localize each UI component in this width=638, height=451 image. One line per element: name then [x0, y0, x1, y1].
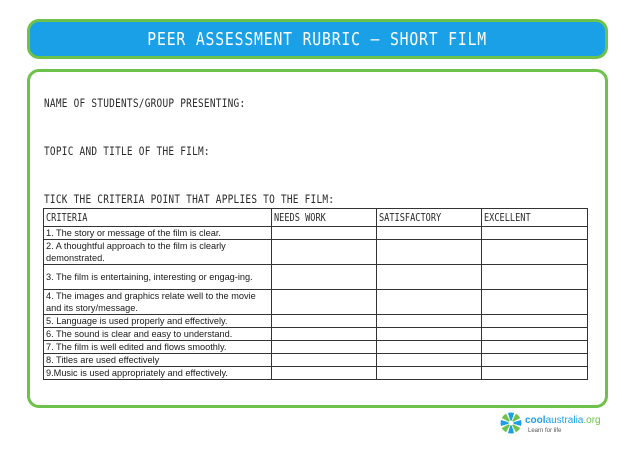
satisfactory-tick-cell[interactable] — [377, 290, 482, 315]
excellent-tick-cell[interactable] — [482, 328, 588, 341]
coolaustralia-logo — [500, 410, 610, 440]
excellent-tick-cell[interactable] — [482, 315, 588, 328]
satisfactory-tick-cell[interactable] — [377, 354, 482, 367]
needs-work-tick-cell[interactable] — [272, 328, 377, 341]
logo-tagline: Learn for life — [528, 428, 562, 434]
needs-work-tick-cell[interactable] — [272, 290, 377, 315]
needs-work-tick-cell[interactable] — [272, 240, 377, 265]
criterion-cell: 4. The images and graphics relate well to the movie and its story/message. — [44, 290, 272, 315]
table-row — [44, 227, 588, 240]
table-row — [44, 265, 588, 290]
satisfactory-tick-cell[interactable] — [377, 315, 482, 328]
main-panel — [27, 69, 608, 408]
needs-work-tick-cell[interactable] — [272, 367, 377, 380]
excellent-tick-cell[interactable] — [482, 354, 588, 367]
criterion-cell: 5. Language is used properly and effectively. — [44, 315, 272, 328]
excellent-tick-cell[interactable] — [482, 265, 588, 290]
needs-work-tick-cell[interactable] — [272, 354, 377, 367]
table-row — [44, 367, 588, 380]
needs-work-tick-cell[interactable] — [272, 315, 377, 328]
criterion-cell: 1. The story or message of the film is clear. — [44, 227, 272, 240]
table-row — [44, 328, 588, 341]
title-banner — [27, 19, 608, 59]
satisfactory-tick-cell[interactable] — [377, 227, 482, 240]
satisfactory-tick-cell[interactable] — [377, 341, 482, 354]
table-row — [44, 354, 588, 367]
table-row — [44, 290, 588, 315]
criterion-cell: 9.Music is used appropriately and effectively. — [44, 367, 272, 380]
sunburst-logo-icon — [500, 412, 522, 434]
rubric-table — [43, 208, 588, 380]
satisfactory-tick-cell[interactable] — [377, 328, 482, 341]
page-title: PEER ASSESSMENT RUBRIC – SHORT FILM — [147, 28, 488, 50]
tick-instruction-label: TICK THE CRITERIA POINT THAT APPLIES TO THE FILM: — [44, 192, 335, 206]
criterion-cell: 7. The film is well edited and flows smoothly. — [44, 341, 272, 354]
column-header-excellent: EXCELLENT — [482, 209, 588, 227]
logo-wordmark: coolaustralia.org — [525, 415, 601, 426]
rubric-header-row — [44, 209, 588, 227]
excellent-tick-cell[interactable] — [482, 367, 588, 380]
satisfactory-tick-cell[interactable] — [377, 240, 482, 265]
table-row — [44, 240, 588, 265]
excellent-tick-cell[interactable] — [482, 240, 588, 265]
name-field-label: NAME OF STUDENTS/GROUP PRESENTING: — [44, 96, 246, 110]
excellent-tick-cell[interactable] — [482, 341, 588, 354]
column-header-needs-work: NEEDS WORK — [272, 209, 377, 227]
excellent-tick-cell[interactable] — [482, 227, 588, 240]
excellent-tick-cell[interactable] — [482, 290, 588, 315]
criterion-cell: 3. The film is entertaining, interesting or engag-ing. — [44, 265, 272, 290]
criterion-cell: 2. A thoughtful approach to the film is clearly demonstrated. — [44, 240, 272, 265]
satisfactory-tick-cell[interactable] — [377, 265, 482, 290]
needs-work-tick-cell[interactable] — [272, 227, 377, 240]
satisfactory-tick-cell[interactable] — [377, 367, 482, 380]
column-header-satisfactory: SATISFACTORY — [377, 209, 482, 227]
criterion-cell: 6. The sound is clear and easy to understand. — [44, 328, 272, 341]
table-row — [44, 341, 588, 354]
needs-work-tick-cell[interactable] — [272, 265, 377, 290]
topic-field-label: TOPIC AND TITLE OF THE FILM: — [44, 144, 210, 158]
criterion-cell: 8. Titles are used effectively — [44, 354, 272, 367]
column-header-criteria: CRITERIA — [44, 209, 272, 227]
needs-work-tick-cell[interactable] — [272, 341, 377, 354]
table-row — [44, 315, 588, 328]
